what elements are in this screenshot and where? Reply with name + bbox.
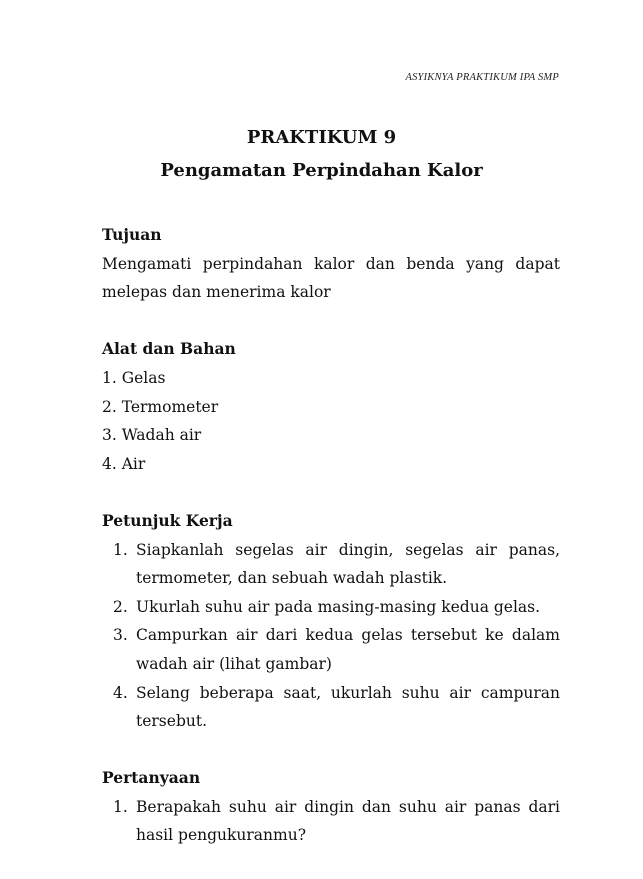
list-item-text: Campurkan air dari kedua gelas tersebut ke dalam wadah air (lihat gambar) — [136, 626, 560, 673]
list-item-text: Berapakah suhu air dingin dan suhu air panas dari hasil pengukuranmu? — [136, 797, 560, 845]
list-item: 2. Termometer — [102, 397, 219, 416]
section-heading: Petunjuk Kerja — [102, 510, 233, 530]
running-header: ASYIKNYA PRAKTIKUM IPA SMP — [405, 72, 559, 83]
list-item: 3. Wadah air — [102, 426, 202, 445]
list-item-text: Ukurlah suhu air pada masing-masing kedua gelas. — [136, 597, 541, 616]
section-heading: Alat dan Bahan — [102, 339, 236, 359]
section-heading: Pertanyaan — [102, 768, 201, 788]
list-item — [102, 536, 560, 593]
section-tujuan — [102, 221, 560, 307]
document-body — [102, 221, 560, 850]
list-item-number: 1. — [113, 797, 128, 816]
list-item-text: Selang beberapa saat, ukurlah suhu air campuran tersebut. — [136, 683, 560, 731]
page-subtitle: Pengamatan Perpindahan Kalor — [160, 160, 483, 181]
section-pertanyaan — [102, 764, 560, 850]
list-item-number: 2. — [113, 597, 128, 616]
pertanyaan-list — [102, 793, 560, 850]
alat-list — [102, 364, 560, 478]
list-item: 1. Gelas — [102, 368, 166, 387]
list-item-number: 4. — [113, 683, 128, 702]
tujuan-text: Mengamati perpindahan kalor dan benda yang dapat melepas dan menerima kalor — [102, 254, 560, 302]
list-item — [102, 793, 560, 850]
section-heading: Tujuan — [102, 225, 162, 244]
petunjuk-list — [102, 536, 560, 736]
list-item: 4. Air — [102, 454, 146, 473]
list-item-text: Siapkanlah segelas air dingin, segelas air panas, termometer, dan sebuah wadah plastik. — [136, 540, 560, 588]
section-alat-bahan — [102, 335, 560, 478]
list-item-number: 1. — [113, 540, 128, 559]
list-item-number: 3. — [113, 626, 128, 645]
section-petunjuk-kerja — [102, 507, 560, 736]
list-item — [102, 593, 560, 622]
page-title: PRAKTIKUM 9 — [246, 127, 397, 148]
list-item — [102, 621, 560, 678]
list-item — [102, 679, 560, 736]
